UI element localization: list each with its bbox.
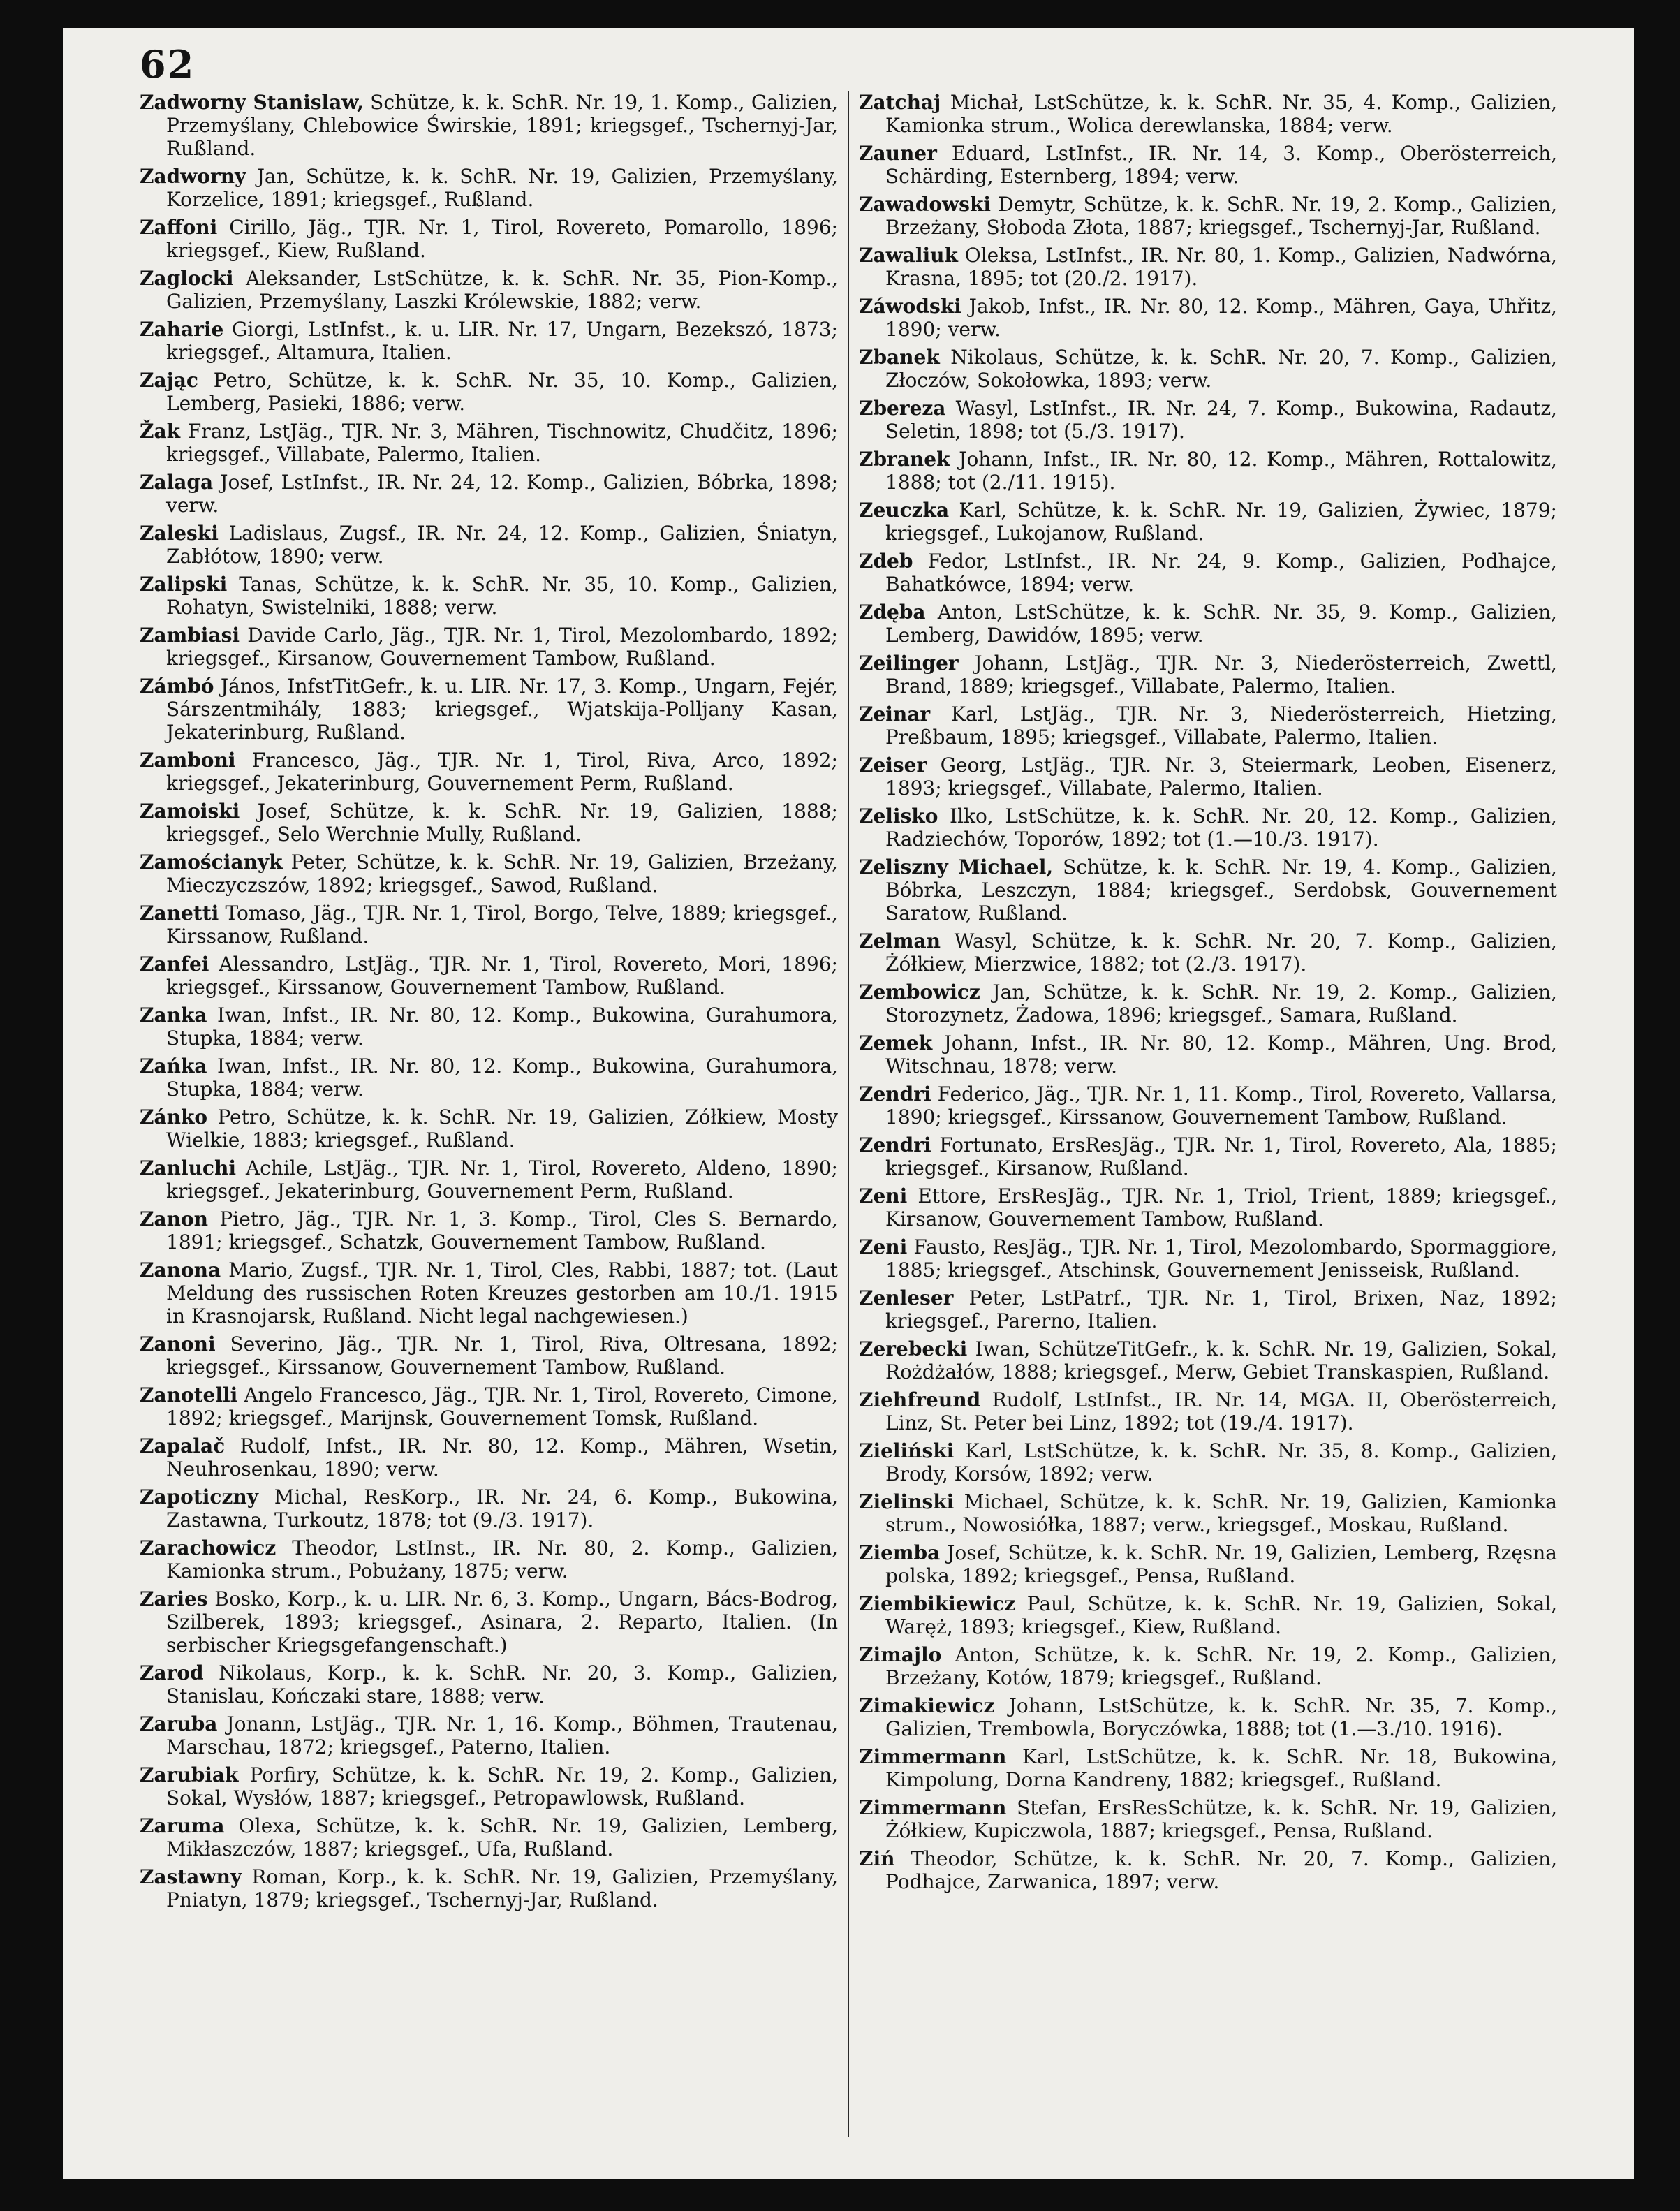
register-entry [859,244,1557,290]
entry-surname: Zembowicz [859,980,980,1004]
entry-details: Anton, LstSchütze, k. k. SchR. Nr. 35, 9. Komp., Galizien, Lemberg, Dawidów, 1895; verw. [885,601,1557,647]
register-entry [859,550,1557,596]
register-entry [859,1388,1557,1434]
entry-surname: Zanoni [140,1332,216,1356]
register-entry [140,1587,838,1657]
entry-surname: Zaruba [140,1712,218,1735]
register-entry [140,624,838,670]
register-entry [140,216,838,262]
entry-details: Michael, Schütze, k. k. SchR. Nr. 19, Galizien, Kamionka strum., Nowosiółka, 1887; verw., kriegsgef., Moskau, Rußland. [885,1490,1557,1536]
entry-details: Michal, ResKorp., IR. Nr. 24, 6. Komp., Bukowina, Zastawna, Turkoutz, 1878; tot (9./3. 1917). [166,1485,838,1531]
register-entry [859,193,1557,239]
entry-surname: Zdeb [859,550,913,573]
entry-surname: Zaglocki [140,267,234,290]
register-entry [140,1106,838,1152]
entry-details: Nikolaus, Korp., k. k. SchR. Nr. 20, 3. Komp., Galizien, Stanislau, Kończaki stare, 1888; verw. [166,1661,838,1707]
entry-surname: Zarubiak [140,1763,239,1786]
register-entry [140,369,838,415]
entry-surname: Zawaliuk [859,244,958,267]
entry-surname: Zauner [859,142,937,165]
entry-surname: Zerebecki [859,1337,968,1360]
register-entry [140,902,838,948]
entry-surname: Zalaga [140,471,214,494]
entry-details: Karl, LstJäg., TJR. Nr. 3, Niederösterreich, Hietzing, Preßbaum, 1895; kriegsgef., Villabate, Palermo, Italien. [885,703,1557,749]
entry-details: Jonann, LstJäg., TJR. Nr. 1, 16. Komp., Böhmen, Trautenau, Marschau, 1872; kriegsgef., Paterno, Italien. [166,1712,838,1758]
entry-details: Karl, LstSchütze, k. k. SchR. Nr. 35, 8. Komp., Galizien, Brody, Korsów, 1892; verw. [885,1439,1557,1485]
register-entry [859,91,1557,137]
entry-details: Ladislaus, Zugsf., IR. Nr. 24, 12. Komp., Galizien, Śniatyn, Zabłótow, 1890; verw. [166,522,838,568]
entry-surname: Zielinski [859,1490,955,1513]
entry-details: Federico, Jäg., TJR. Nr. 1, 11. Komp., Tirol, Rovereto, Vallarsa, 1890; kriegsgef., Kirssanow, Gouvernement Tambow, Rußland. [885,1082,1557,1129]
entry-surname: Zastawny [140,1865,242,1888]
entry-details: Josef, Schütze, k. k. SchR. Nr. 19, Galizien, 1888; kriegsgef., Selo Werchnie Mully, Rußland. [166,800,838,846]
register-entry [140,1383,838,1430]
register-entry [140,1258,838,1328]
entry-details: Johann, Infst., IR. Nr. 80, 12. Komp., Mähren, Rottalowitz, 1888; tot (2./11. 1915). [885,448,1557,494]
register-entry [140,1661,838,1707]
entry-surname: Zámbó [140,675,214,698]
register-entry [140,522,838,568]
entry-details: Peter, Schütze, k. k. SchR. Nr. 19, Galizien, Brzeżany, Mieczyczszów, 1892; kriegsgef., Sawod, Rußland. [166,851,838,897]
register-entry [859,499,1557,545]
register-entry [140,471,838,517]
entry-surname: Zeliszny Michael, [859,855,1054,879]
entry-surname: Zánko [140,1106,208,1129]
entry-surname: Zamboni [140,749,236,772]
entry-surname: Ziemba [859,1541,941,1564]
entry-details: Schütze, k. k. SchR. Nr. 19, 1. Komp., Galizien, Przemyślany, Chlebowice Świrskie, 1891; kriegsgef., Tschernyj-Jar, Rußland. [166,91,838,160]
register-entry [859,601,1557,647]
entry-details: János, InfstTitGefr., k. u. LIR. Nr. 17, 3. Komp., Ungarn, Fejér, Sárszentmihály, 1883; kriegsgef., Wjatskija-Polljany Kasan, Jekaterinburg, Rußland. [166,675,838,744]
entry-details: Iwan, Infst., IR. Nr. 80, 12. Komp., Bukowina, Gurahumora, Stupka, 1884; verw. [166,1004,838,1050]
register-entry [859,1133,1557,1180]
entry-surname: Zanona [140,1258,221,1281]
entry-details: Fausto, ResJäg., TJR. Nr. 1, Tirol, Mezolombardo, Spormaggiore, 1885; kriegsgef., Atschinsk, Gouvernement Jenisseisk, Rußland. [885,1235,1557,1281]
entry-details: Demytr, Schütze, k. k. SchR. Nr. 19, 2. Komp., Galizien, Brzeżany, Słoboda Złota, 1887; kriegsgef., Tschernyj-Jar, Rußland. [885,193,1557,239]
entry-details: Rudolf, Infst., IR. Nr. 80, 12. Komp., Mähren, Wsetin, Neuhrosenkau, 1890; verw. [166,1434,838,1481]
register-entry [140,267,838,313]
entry-details: Ilko, LstSchütze, k. k. SchR. Nr. 20, 12. Komp., Galizien, Radziechów, Toporów, 1892; tot (1.—10./3. 1917). [885,805,1557,851]
register-entry [140,851,838,897]
entry-details: Rudolf, LstInfst., IR. Nr. 14, MGA. II, Oberösterreich, Linz, St. Peter bei Linz, 1892; tot (19./4. 1917). [885,1388,1557,1434]
entry-details: Fedor, LstInfst., IR. Nr. 24, 9. Komp., Galizien, Podhajce, Bahatkówce, 1894; verw. [885,550,1557,596]
entry-details: Aleksander, LstSchütze, k. k. SchR. Nr. 35, Pion-Komp., Galizien, Przemyślany, Laszki Królewskie, 1882; verw. [166,267,838,313]
entry-surname: Zemek [859,1031,933,1055]
page-number: 62 [140,42,196,87]
entry-details: Wasyl, Schütze, k. k. SchR. Nr. 20, 7. Komp., Galizien, Żółkiew, Mierzwice, 1882; tot (2./3. 1917). [885,930,1557,976]
entry-details: Iwan, SchützeTitGefr., k. k. SchR. Nr. 19, Galizien, Sokal, Rożdżałów, 1888; kriegsgef., Merw, Gebiet Transkaspien, Rußland. [885,1337,1557,1383]
entry-surname: Zimmermann [859,1745,1007,1768]
register-entry [140,1332,838,1379]
entry-details: Anton, Schütze, k. k. SchR. Nr. 19, 2. Komp., Galizien, Brzeżany, Kotów, 1879; kriegsgef., Rußland. [885,1643,1557,1689]
entry-surname: Zadworny Stanislaw, [140,91,364,114]
document-page [63,28,1634,2179]
entry-surname: Zimmermann [859,1796,1007,1819]
entry-surname: Zawadowski [859,193,991,216]
entry-surname: Zaffoni [140,216,218,239]
entry-surname: Zimajlo [859,1643,942,1666]
entry-details: Francesco, Jäg., TJR. Nr. 1, Tirol, Riva, Arco, 1892; kriegsgef., Jekaterinburg, Gouvernement Perm, Rußland. [166,749,838,795]
entry-surname: Zendri [859,1133,931,1156]
entry-surname: Ziembikiewicz [859,1592,1016,1615]
register-entry [140,573,838,619]
entry-surname: Zbranek [859,448,950,471]
entry-details: Severino, Jäg., TJR. Nr. 1, Tirol, Riva, Oltresana, 1892; kriegsgef., Kirssanow, Gouvernement Tambow, Rußland. [166,1332,838,1379]
register-entry [140,1207,838,1254]
register-entry [859,1082,1557,1129]
entry-details: Johann, LstJäg., TJR. Nr. 3, Niederösterreich, Zwettl, Brand, 1889; kriegsgef., Villabate, Palermo, Italien. [885,652,1557,698]
entry-surname: Zamościanyk [140,851,283,874]
entry-surname: Zalipski [140,573,228,596]
entry-surname: Zeuczka [859,499,950,522]
register-entry [140,675,838,744]
register-entry [140,1004,838,1050]
entry-surname: Zenleser [859,1286,954,1309]
register-entry [859,980,1557,1027]
entry-details: Karl, LstSchütze, k. k. SchR. Nr. 18, Bukowina, Kimpolung, Dorna Kandreny, 1882; kriegsgef., Rußland. [885,1745,1557,1791]
register-entry [140,800,838,846]
register-entry [859,346,1557,392]
entry-details: Tanas, Schütze, k. k. SchR. Nr. 35, 10. Komp., Galizien, Rohatyn, Swistelniki, 1888; verw. [166,573,838,619]
register-entry [859,1745,1557,1791]
register-entry [140,1055,838,1101]
entry-details: Peter, LstPatrf., TJR. Nr. 1, Tirol, Brixen, Naz, 1892; kriegsgef., Parerno, Italien. [885,1286,1557,1332]
register-entry [859,855,1557,925]
register-entry [140,1814,838,1860]
register-entry [859,1694,1557,1740]
entry-details: Michał, LstSchütze, k. k. SchR. Nr. 35, 4. Komp., Galizien, Kamionka strum., Wolica derewlanska, 1884; verw. [885,91,1557,137]
entry-surname: Zendri [859,1082,931,1106]
entry-surname: Zelisko [859,805,938,828]
entry-surname: Zanka [140,1004,207,1027]
register-entry [859,1541,1557,1587]
register-entry [140,1536,838,1582]
entry-details: Achile, LstJäg., TJR. Nr. 1, Tirol, Rovereto, Aldeno, 1890; kriegsgef., Jekaterinburg, Gouvernement Perm, Rußland. [166,1156,838,1203]
entry-details: Jan, Schütze, k. k. SchR. Nr. 19, Galizien, Przemyślany, Korzelice, 1891; kriegsgef., Rußland. [166,165,838,211]
entry-surname: Zdęba [859,601,926,624]
entry-details: Schütze, k. k. SchR. Nr. 19, 4. Komp., Galizien, Bóbrka, Leszczyn, 1884; kriegsgef., Serdobsk, Gouvernement Saratow, Rußland. [885,855,1557,925]
register-entry [859,930,1557,976]
entry-details: Johann, Infst., IR. Nr. 80, 12. Komp., Mähren, Ung. Brod, Witschnau, 1878; verw. [885,1031,1557,1078]
register-entry [140,1712,838,1758]
entry-details: Georg, LstJäg., TJR. Nr. 3, Steiermark, Leoben, Eisenerz, 1893; kriegsgef., Villabate, Palermo, Italien. [885,754,1557,800]
entry-surname: Zatchaj [859,91,941,114]
entry-details: Fortunato, ErsResJäg., TJR. Nr. 1, Tirol, Rovereto, Ala, 1885; kriegsgef., Kirsanow, Rußland. [885,1133,1557,1180]
entry-details: Iwan, Infst., IR. Nr. 80, 12. Komp., Bukowina, Gurahumora, Stupka, 1884; verw. [166,1055,838,1101]
entry-surname: Zamoiski [140,800,240,823]
register-entry [140,318,838,364]
entry-surname: Zańka [140,1055,207,1078]
entry-surname: Zanfei [140,953,209,976]
entry-details: Jan, Schütze, k. k. SchR. Nr. 19, 2. Komp., Galizien, Storozynetz, Żadowa, 1896; kriegsgef., Samara, Rußland. [885,980,1557,1027]
entry-details: Tomaso, Jäg., TJR. Nr. 1, Tirol, Borgo, Telve, 1889; kriegsgef., Kirssanow, Rußland. [166,902,838,948]
entry-surname: Zeiser [859,754,927,777]
column-divider [848,91,849,2137]
entry-details: Mario, Zugsf., TJR. Nr. 1, Tirol, Cles, Rabbi, 1887; tot. (Laut Meldung des russischen Roten Kreuzes gestorben am 10./1. 1915 in Krasnojarsk, Rußland. Nicht legal nachgewiesen.) [166,1258,838,1328]
entry-details: Petro, Schütze, k. k. SchR. Nr. 35, 10. Komp., Galizien, Lemberg, Pasieki, 1886; verw. [166,369,838,415]
entry-surname: Zanetti [140,902,219,925]
entry-details: Theodor, LstInst., IR. Nr. 80, 2. Komp., Galizien, Kamionka strum., Pobużany, 1875; verw. [166,1536,838,1582]
entry-details: Cirillo, Jäg., TJR. Nr. 1, Tirol, Rovereto, Pomarollo, 1896; kriegsgef., Kiew, Rußland. [166,216,838,262]
entry-surname: Žak [140,420,180,443]
entry-surname: Zbanek [859,346,940,369]
entry-surname: Zieliński [859,1439,955,1462]
register-entry [140,420,838,466]
entry-surname: Zimakiewicz [859,1694,995,1717]
entry-details: Oleksa, LstInfst., IR. Nr. 80, 1. Komp., Galizien, Nadwórna, Krasna, 1895; tot (20./2. 1917). [885,244,1557,290]
entry-surname: Zanon [140,1207,208,1231]
register-entry [859,1490,1557,1536]
register-entry [859,448,1557,494]
entry-details: Porfiry, Schütze, k. k. SchR. Nr. 19, 2. Komp., Galizien, Sokal, Wysłów, 1887; kriegsgef., Petropawlowsk, Rußland. [166,1763,838,1809]
entry-details: Alessandro, LstJäg., TJR. Nr. 1, Tirol, Rovereto, Mori, 1896; kriegsgef., Kirssanow, Gouvernement Tambow, Rußland. [166,953,838,999]
register-entry [859,1184,1557,1231]
register-entry [859,703,1557,749]
entry-surname: Zbereza [859,397,946,420]
left-column [140,91,838,2165]
register-entry [859,1643,1557,1689]
entry-surname: Ziń [859,1847,895,1870]
entry-details: Wasyl, LstInfst., IR. Nr. 24, 7. Komp., Bukowina, Radautz, Seletin, 1898; tot (5./3. 1917). [885,397,1557,443]
entry-details: Josef, LstInfst., IR. Nr. 24, 12. Komp., Galizien, Bóbrka, 1898; verw. [166,471,838,517]
register-entry [859,397,1557,443]
entry-details: Paul, Schütze, k. k. SchR. Nr. 19, Galizien, Sokal, Waręż, 1893; kriegsgef., Kiew, Rußland. [885,1592,1557,1638]
entry-details: Stefan, ErsResSchütze, k. k. SchR. Nr. 19, Galizien, Żółkiew, Kupiczwola, 1887; kriegsgef., Pensa, Rußland. [885,1796,1557,1842]
right-column [859,91,1557,2165]
register-entry [140,165,838,211]
register-entry [859,295,1557,341]
entry-details: Angelo Francesco, Jäg., TJR. Nr. 1, Tirol, Rovereto, Cimone, 1892; kriegsgef., Marijnsk, Gouvernement Tomsk, Rußland. [166,1383,838,1430]
entry-surname: Zaries [140,1587,208,1610]
entry-details: Nikolaus, Schütze, k. k. SchR. Nr. 20, 7. Komp., Galizien, Złoczów, Sokołowka, 1893; verw. [885,346,1557,392]
entry-details: Karl, Schütze, k. k. SchR. Nr. 19, Galizien, Żywiec, 1879; kriegsgef., Lukojanow, Rußland. [885,499,1557,545]
register-entry [859,754,1557,800]
entry-details: Bosko, Korp., k. u. LIR. Nr. 6, 3. Komp., Ungarn, Bács-Bodrog, Szilberek, 1893; kriegsgef., Asinara, 2. Reparto, Italien. (In serbischer Kriegsgefangenschaft.) [166,1587,838,1657]
entry-surname: Zanotelli [140,1383,238,1406]
register-entry [859,652,1557,698]
entry-surname: Zarod [140,1661,204,1684]
register-entry [140,91,838,160]
entry-surname: Zaleski [140,522,219,545]
entry-details: Eduard, LstInfst., IR. Nr. 14, 3. Komp., Oberösterreich, Schärding, Esternberg, 1894; verw. [885,142,1557,188]
entry-surname: Zapalač [140,1434,226,1457]
entry-surname: Ziehfreund [859,1388,981,1411]
register-entry [859,1031,1557,1078]
register-entry [140,1865,838,1911]
register-entry [140,1485,838,1531]
entry-details: Roman, Korp., k. k. SchR. Nr. 19, Galizien, Przemyślany, Pniatyn, 1879; kriegsgef., Tschernyj-Jar, Rußland. [166,1865,838,1911]
entry-surname: Zając [140,369,198,392]
register-entry [140,749,838,795]
entry-surname: Zaharie [140,318,224,341]
register-entry [859,1847,1557,1893]
entry-details: Theodor, Schütze, k. k. SchR. Nr. 20, 7. Komp., Galizien, Podhajce, Zarwanica, 1897; verw. [885,1847,1557,1893]
entry-details: Pietro, Jäg., TJR. Nr. 1, 3. Komp., Tirol, Cles S. Bernardo, 1891; kriegsgef., Schatzk, Gouvernement Tambow, Rußland. [166,1207,838,1254]
entry-surname: Zeni [859,1235,908,1258]
entry-surname: Zeinar [859,703,931,726]
entry-surname: Zeni [859,1184,908,1207]
register-entry [859,1337,1557,1383]
entry-surname: Zaruma [140,1814,225,1837]
register-entry [859,1592,1557,1638]
entry-surname: Záwodski [859,295,961,318]
register-entry [859,1235,1557,1281]
entry-details: Ettore, ErsResJäg., TJR. Nr. 1, Triol, Trient, 1889; kriegsgef., Kirsanow, Gouvernement Tambow, Rußland. [885,1184,1557,1231]
entry-details: Jakob, Infst., IR. Nr. 80, 12. Komp., Mähren, Gaya, Uhřitz, 1890; verw. [885,295,1557,341]
register-entry [859,805,1557,851]
register-entry [859,142,1557,188]
entry-details: Johann, LstSchütze, k. k. SchR. Nr. 35, 7. Komp., Galizien, Trembowla, Boryczówka, 1888; tot (1.—3./10. 1916). [885,1694,1557,1740]
register-entry [859,1286,1557,1332]
entry-surname: Zambiasi [140,624,240,647]
register-entry [859,1796,1557,1842]
register-entry [859,1439,1557,1485]
entry-surname: Zarachowicz [140,1536,277,1559]
entry-surname: Zapoticzny [140,1485,258,1508]
register-entry [140,1434,838,1481]
entry-surname: Zeilinger [859,652,959,675]
register-entry [140,1763,838,1809]
register-entry [140,953,838,999]
entry-details: Giorgi, LstInfst., k. u. LIR. Nr. 17, Ungarn, Bezekszó, 1873; kriegsgef., Altamura, Italien. [166,318,838,364]
register-entry [140,1156,838,1203]
entry-surname: Zadworny [140,165,246,188]
entry-details: Olexa, Schütze, k. k. SchR. Nr. 19, Galizien, Lemberg, Mikłaszczów, 1887; kriegsgef., Ufa, Rußland. [166,1814,838,1860]
entry-details: Petro, Schütze, k. k. SchR. Nr. 19, Galizien, Zółkiew, Mosty Wielkie, 1883; kriegsgef., Rußland. [166,1106,838,1152]
entry-details: Franz, LstJäg., TJR. Nr. 3, Mähren, Tischnowitz, Chudčitz, 1896; kriegsgef., Villabate, Palermo, Italien. [166,420,838,466]
entry-details: Josef, Schütze, k. k. SchR. Nr. 19, Galizien, Lemberg, Rzęsna polska, 1892; kriegsgef., Pensa, Rußland. [885,1541,1557,1587]
entry-surname: Zelman [859,930,941,953]
entry-surname: Zanluchi [140,1156,236,1180]
entry-details: Davide Carlo, Jäg., TJR. Nr. 1, Tirol, Mezolombardo, 1892; kriegsgef., Kirsanow, Gouvernement Tambow, Rußland. [166,624,838,670]
